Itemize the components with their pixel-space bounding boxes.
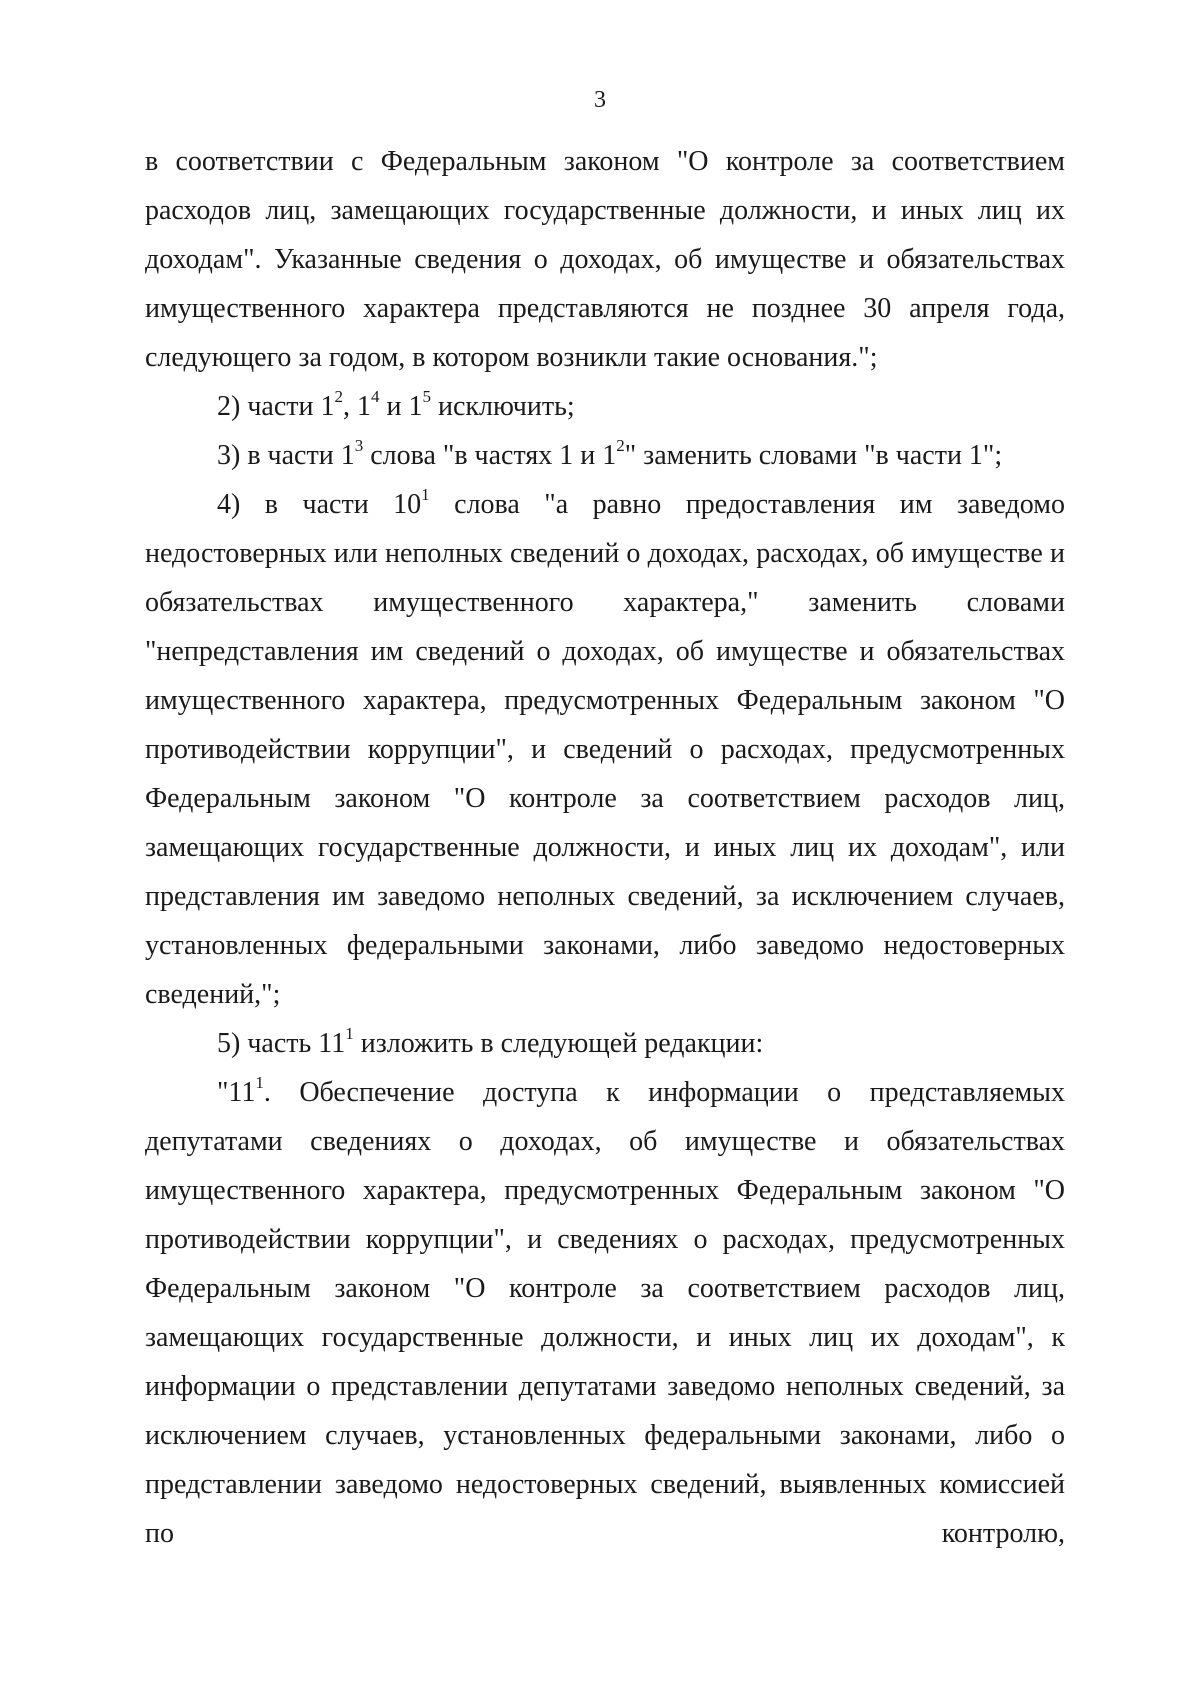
- text-run: "11: [217, 1077, 256, 1108]
- text-run: . Обеспечение доступа к информации о представляемых депутатами сведениях о доходах, об имуществе и обязательствах имущественного характера, предусмотренных Федеральным законом "О противодействии коррупции", и сведениях о расходах, предусмотренных Федеральным законом "О контроле за соответствием расходов лиц, замещающих государственные должности, и иных лиц их доходам", к информации о представлении депутатами заведомо неполных сведений, за исключением случаев, установленных федеральными законами, либо о представлении заведомо недостоверных сведений, выявленных комиссией по контролю,: [145, 1077, 1065, 1549]
- superscript: 5: [422, 386, 431, 406]
- text-run: 2) части 1: [217, 391, 335, 422]
- superscript: 1: [255, 1072, 264, 1092]
- text-run: слова "а равно предоставления им заведомо недостоверных или неполных сведений о доходах, расходах, об имуществе и обязательствах имущественного характера," заменить словами "непредставления им сведений о доходах, об имуществе и обязательствах имущественного характера, предусмотренных Федеральным законом "О противодействии коррупции", и сведений о расходах, предусмотренных Федеральным законом "О контроле за соответствием расходов лиц, замещающих государственные должности, и иных лиц их доходам", или представления им заведомо неполных сведений, за исключением случаев, установленных федеральными законами, либо заведомо недостоверных сведений,";: [145, 489, 1065, 1010]
- superscript: 2: [334, 386, 343, 406]
- text-run: и 1: [379, 391, 423, 422]
- page-number: 3: [594, 87, 606, 113]
- superscript: 1: [421, 484, 430, 504]
- text-run: в соответствии с Федеральным законом "О контроле за соответствием расходов лиц, замещающих государственные должности, и иных лиц их доходам". Указанные сведения о доходах, об имуществе и обязательствах имущественного характера представляются не позднее 30 апреля года, следующего за годом, в котором возникли такие основания.";: [145, 146, 1065, 373]
- text-run: изложить в следующей редакции:: [353, 1028, 764, 1059]
- paragraph-p2: [145, 382, 1065, 431]
- text-run: " заменить словами "в части 1";: [624, 440, 1003, 471]
- paragraph-p1: [145, 137, 1065, 382]
- paragraph-p6: [145, 1068, 1065, 1558]
- text-run: , 1: [342, 391, 371, 422]
- document-body: [145, 137, 1065, 1558]
- paragraph-p5: [145, 1019, 1065, 1068]
- superscript: 4: [370, 386, 380, 406]
- superscript: 3: [354, 435, 364, 455]
- text-run: 4) в части 10: [217, 489, 422, 520]
- text-run: исключить;: [430, 391, 575, 422]
- superscript: 1: [345, 1023, 354, 1043]
- paragraph-p4: [145, 480, 1065, 1019]
- superscript: 2: [616, 435, 625, 455]
- text-run: 5) часть 11: [217, 1028, 346, 1059]
- text-run: 3) в части 1: [217, 440, 355, 471]
- paragraph-p3: [145, 431, 1065, 480]
- text-run: слова "в частях 1 и 1: [363, 440, 617, 471]
